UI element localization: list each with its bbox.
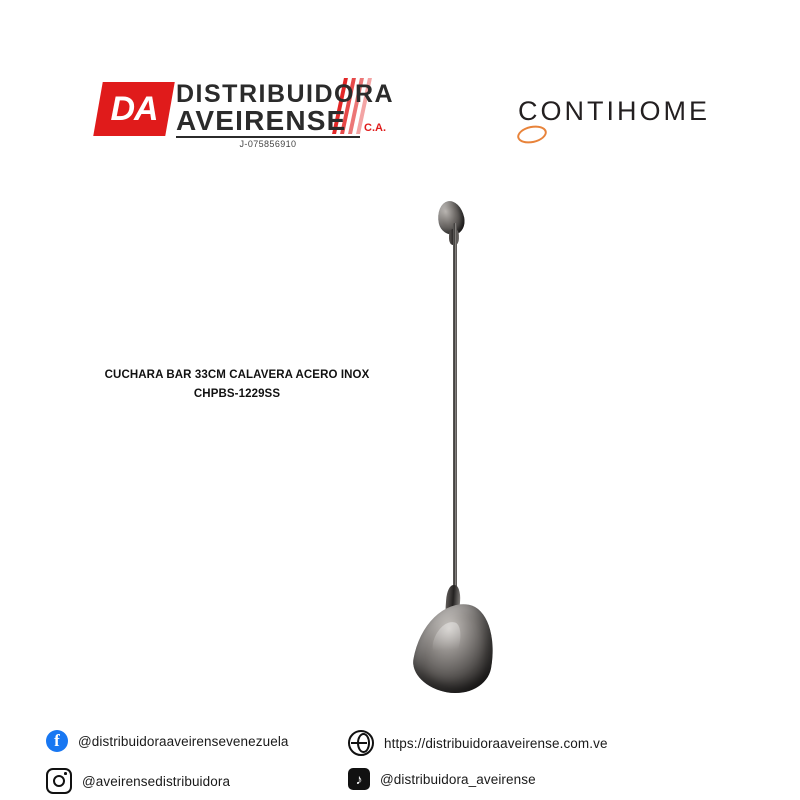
logo-divider [176,136,360,138]
product-title: CUCHARA BAR 33CM CALAVERA ACERO INOX CHPBS-1229SS [104,369,370,400]
bar-spoon-image [400,185,520,705]
contact-website[interactable] [348,730,608,756]
contact-tiktok[interactable] [348,768,536,790]
distributor-rif: J-075856910 [239,139,297,149]
distributor-name-line2: AVEIRENSE [176,105,347,136]
spoon-shaft [453,223,457,643]
da-monogram-text: DA [110,90,158,128]
page-header [0,0,800,180]
instagram-icon[interactable] [46,768,72,794]
contact-tiktok-label: @distribuidora_aveirense [380,771,536,787]
globe-icon[interactable] [348,730,374,756]
page-footer [0,712,800,800]
contact-instagram-label: @aveirensedistribuidora [82,773,231,789]
contihome-logo-text: CONTIHOME [518,96,710,126]
contact-website-label: https://distribuidoraaveirense.com.ve [384,735,608,751]
distribuidora-aveirense-logo [98,78,395,158]
facebook-icon[interactable] [46,730,68,752]
contact-facebook-label: @distribuidoraaveirensevenezuela [78,733,289,749]
contact-facebook[interactable] [46,730,289,752]
distributor-name-line1: DISTRIBUIDORA [176,80,395,108]
contact-instagram[interactable] [46,768,230,794]
tiktok-icon[interactable] [348,768,370,790]
distributor-suffix: C.A. [364,122,386,134]
